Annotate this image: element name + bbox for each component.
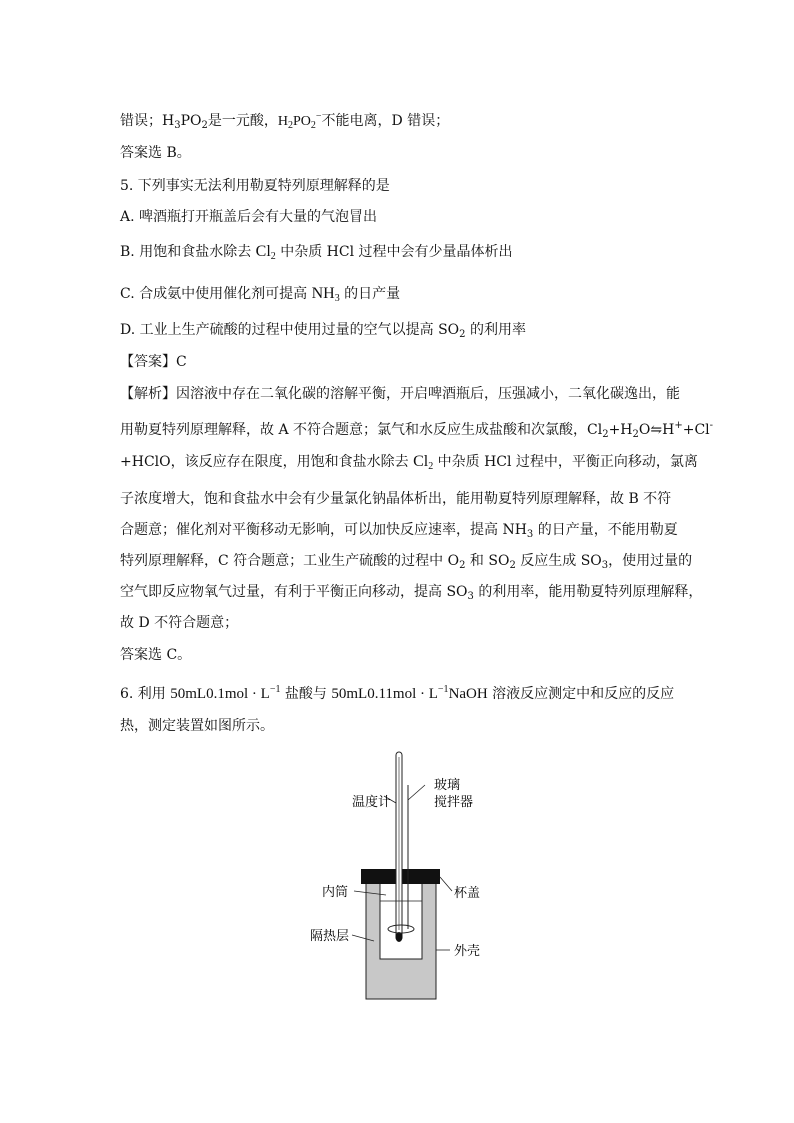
option-c: C. 合成氨中使用催化剂可提高 $NH_3$ 的日产量 (120, 285, 401, 304)
label-insulation: 隔热层 (310, 929, 350, 944)
question-6-title-cont: 热，测定装置如图所示。 (120, 718, 274, 734)
answer-label: 【答案】C (120, 354, 187, 370)
analysis-line-2: 用勒夏特列原理解释，故 A 不符合题意；氯气和水反应生成盐酸和次氯酸，$Cl_2+H_2O⇋H^++Cl^-$ (120, 420, 714, 440)
question-6-title: 6. 利用 $50mL0.1mol \cdot L^{-1}$ 盐酸与 $50mL0.11mol \cdot L^{-1}NaOH$ 溶液反应测定中和反应的反应 (120, 684, 675, 702)
calorimeter-diagram (300, 745, 500, 1005)
leader-glass (408, 785, 425, 800)
leader-lid (440, 877, 452, 891)
text-line-1: 错误；$H_3PO_2$是一元酸，$H_2PO_2^-$不能电离，D 错误； (120, 111, 450, 131)
analysis-line-3: +HClO，该反应存在限度，用饱和食盐水除去 $Cl_2$ 中杂质 HCl 过程中，平衡正向移动，氯离 (120, 453, 698, 472)
question-5-title: 5. 下列事实无法利用勒夏特列原理解释的是 (120, 178, 390, 194)
label-lid: 杯盖 (454, 886, 481, 901)
label-glass-2: 搅拌器 (434, 795, 474, 810)
thermometer-bulb (396, 932, 403, 942)
label-inner: 内筒 (322, 885, 349, 900)
analysis-answer: 答案选 C。 (120, 647, 192, 663)
analysis-line-8: 故 D 不符合题意； (120, 615, 239, 631)
label-glass-1: 玻璃 (434, 778, 461, 793)
option-b: B. 用饱和食盐水除去 $Cl_2$ 中杂质 HCl 过程中会有少量晶体析出 (120, 243, 513, 262)
analysis-line-1: 【解析】因溶液中存在二氧化碳的溶解平衡，开启啤酒瓶后，压强减小，二氧化碳逸出，能 (120, 386, 680, 402)
analysis-line-7: 空气即反应物氧气过量，有利于平衡正向移动，提高 $SO_3$ 的利用率，能用勒夏特列原理解释， (120, 584, 703, 602)
label-thermometer: 温度计 (352, 795, 392, 810)
option-d: D. 工业上生产硫酸的过程中使用过量的空气以提高 $SO_2$ 的利用率 (120, 322, 526, 340)
label-shell: 外壳 (454, 944, 481, 959)
analysis-line-5: 合题意；催化剂对平衡移动无影响，可以加快反应速率，提高 $NH_3$ 的日产量，不能用勒夏 (120, 522, 678, 540)
analysis-line-6: 特列原理解释，C 符合题意；工业生产硫酸的过程中 $O_2$ 和 $SO_2$ 反应生成 $SO_3$，使用过量的 (120, 553, 693, 571)
text-line-2: 答案选 B。 (120, 145, 191, 161)
option-a: A. 啤酒瓶打开瓶盖后会有大量的气泡冒出 (120, 209, 378, 225)
analysis-line-4: 子浓度增大，饱和食盐水中会有少量氯化钠晶体析出，能用勒夏特列原理解释，故 B 不符 (120, 491, 672, 507)
